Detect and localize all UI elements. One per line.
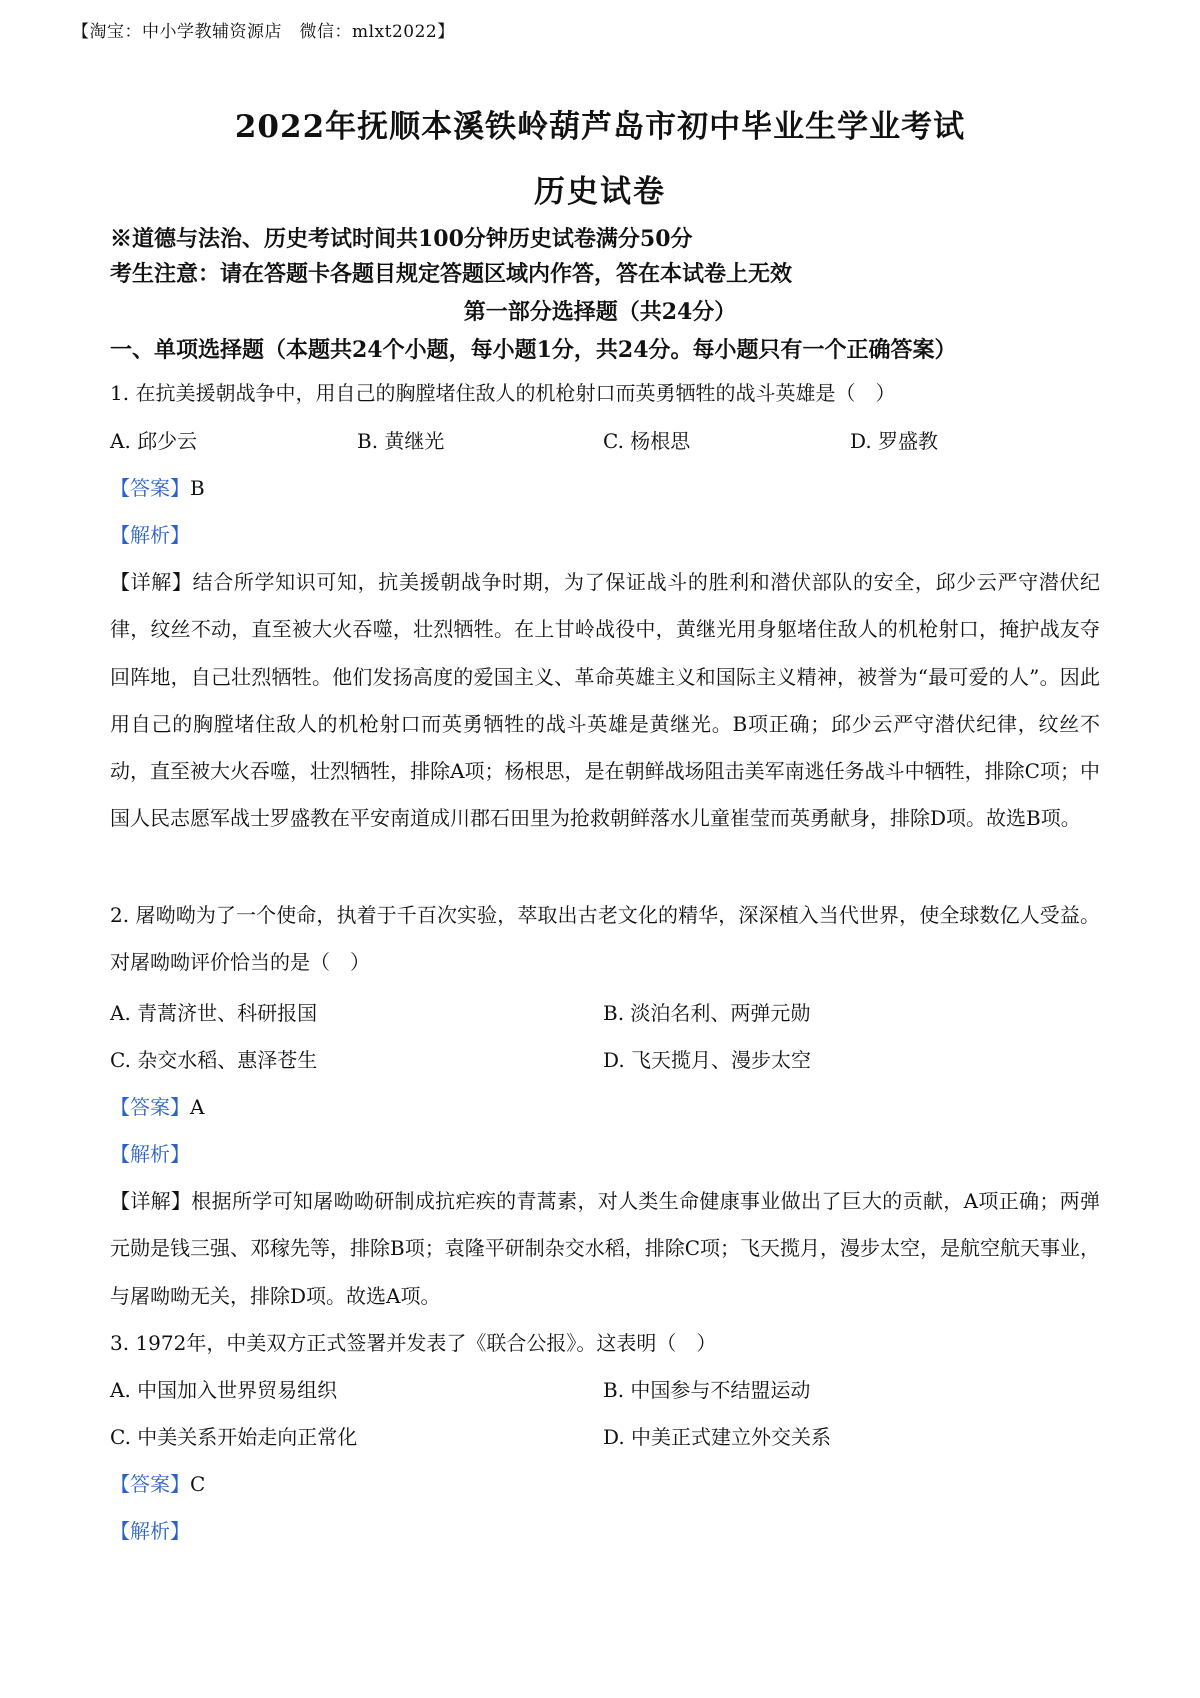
section-title: 一、单项选择题（本题共24个小题，每小题1分，共24分。每小题只有一个正确答案） <box>110 337 957 363</box>
question-2-detail <box>110 1178 1100 1320</box>
answer-label: 【答案】 <box>110 1472 190 1496</box>
detail-label: 【详解】 <box>110 570 193 594</box>
question-2-stem: 2. 屠呦呦为了一个使命，执着于千百次实验，萃取出古老文化的精华，深深植入当代世界，使全球数亿人受益。对屠呦呦评价恰当的是（ ） <box>110 903 1100 975</box>
question-2-answer <box>110 1097 204 1117</box>
answer-value: B <box>190 476 205 500</box>
question-3-stem: 3. 1972年，中美双方正式签署并发表了《联合公报》。这表明（ ） <box>110 1331 717 1355</box>
question-2-option-a: A. 青蒿济世、科研报国 <box>110 1001 318 1025</box>
question-3-answer <box>110 1474 205 1494</box>
question-3-option-d: D. 中美正式建立外交关系 <box>603 1425 832 1449</box>
part-title: 第一部分选择题（共24分） <box>463 299 737 325</box>
question-3-option-c: C. 中美关系开始走向正常化 <box>110 1425 358 1449</box>
detail-label: 【详解】 <box>110 1189 192 1213</box>
answer-value: A <box>190 1095 205 1119</box>
question-1-detail <box>110 559 1100 843</box>
question-2-option-b: B. 淡泊名利、两弹元勋 <box>603 1001 811 1025</box>
question-1-option-b: B. 黄继光 <box>357 429 445 453</box>
question-3-option-a: A. 中国加入世界贸易组织 <box>110 1378 338 1402</box>
exam-subtitle: 历史试卷 <box>534 174 666 210</box>
exam-note-time: ※道德与法治、历史考试时间共100分钟历史试卷满分50分 <box>110 226 693 252</box>
question-1-option-c: C. 杨根思 <box>603 429 691 453</box>
answer-value: C <box>190 1472 206 1496</box>
detail-text: 根据所学可知屠呦呦研制成抗疟疾的青蒿素，对人类生命健康事业做出了巨大的贡献，A项正确；两弹元勋是钱三强、邓稼先等，排除B项；袁隆平研制杂交水稻，排除C项；飞天揽月，漫步太空，是航空航天事业，与屠呦呦无关，排除D项。故选A项。 <box>110 1189 1100 1308</box>
analysis-label: 【解析】 <box>110 523 190 547</box>
answer-label: 【答案】 <box>110 476 190 500</box>
analysis-label: 【解析】 <box>110 1142 190 1166</box>
answer-label: 【答案】 <box>110 1095 190 1119</box>
detail-text: 结合所学知识可知，抗美援朝战争时期，为了保证战斗的胜利和潜伏部队的安全，邱少云严守潜伏纪律，纹丝不动，直至被大火吞噬，壮烈牺牲。在上甘岭战役中，黄继光用身躯堵住敌人的机枪射口，掩护战友夺回阵地，自己壮烈牺牲。他们发扬高度的爱国主义、革命英雄主义和国际主义精神，被誉为“最可爱的人”。因此用自己的胸膛堵住敌人的机枪射口而英勇牺牲的战斗英雄是黄继光。B项正确；邱少云严守潜伏纪律，纹丝不动，直至被大火吞噬，壮烈牺牲，排除A项；杨根思，是在朝鲜战场阻击美军南逃任务战斗中牺牲，排除C项；中国人民志愿军战士罗盛教在平安南道成川郡石田里为抢救朝鲜落水儿童崔莹而英勇献身，排除D项。故选B项。 <box>110 570 1101 831</box>
question-2-option-d: D. 飞天揽月、漫步太空 <box>603 1048 812 1072</box>
analysis-label: 【解析】 <box>110 1519 190 1543</box>
exam-title: 2022年抚顺本溪铁岭葫芦岛市初中毕业生学业考试 <box>234 109 966 145</box>
question-2-option-c: C. 杂交水稻、惠泽苍生 <box>110 1048 318 1072</box>
question-1-stem: 1. 在抗美援朝战争中，用自己的胸膛堵住敌人的机枪射口而英勇牺牲的战斗英雄是（ ） <box>110 381 896 405</box>
question-1-analysis-label <box>110 525 190 545</box>
question-2-analysis-label <box>110 1144 190 1164</box>
page-header: 【淘宝：中小学教辅资源店 微信：mlxt2022】 <box>72 22 455 42</box>
question-1-answer <box>110 478 205 498</box>
exam-note-instruction: 考生注意：请在答题卡各题目规定答题区域内作答，答在本试卷上无效 <box>110 261 793 287</box>
question-3-option-b: B. 中国参与不结盟运动 <box>603 1378 811 1402</box>
question-3-analysis-label <box>110 1521 190 1541</box>
question-1-option-a: A. 邱少云 <box>110 429 198 453</box>
question-1-option-d: D. 罗盛教 <box>850 429 939 453</box>
